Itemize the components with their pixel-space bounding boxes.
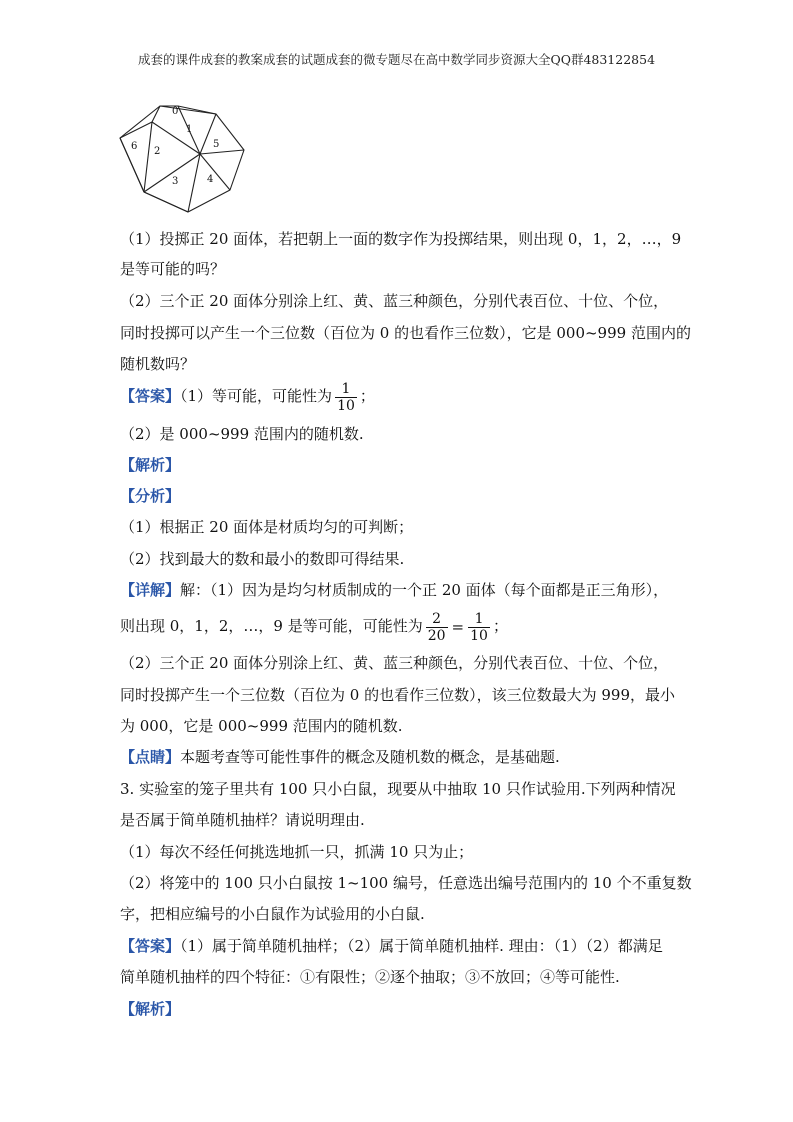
q3-analysis-tag: 【解析】 [120,1000,181,1018]
face-label-2: 2 [154,146,161,157]
fraction-one-tenth [335,381,357,414]
q2-part2-line3: 随机数吗？ [120,355,196,373]
q3-part2-line1: （2）将笼中的 100 只小白鼠按 1~100 编号，任意选出编号范围内的 10 个不重复数 [120,874,692,892]
q2-detail-line1 [120,580,668,600]
fraction-numerator: 1 [335,381,357,398]
icosahedron-figure [116,100,250,214]
face-label-0: 0 [172,106,179,117]
answer1-text: （1）等可能，可能性为 [180,387,333,405]
detail1-end: ； [492,617,508,635]
q2-fenxi-tag: 【分析】 [120,487,181,505]
q3-stem-line2: 是否属于简单随机抽样？请说明理由. [120,811,365,829]
comment-tag: 【点睛】 [120,748,181,766]
q2-part1-line2: 是等可能的吗？ [120,260,226,278]
icosahedron-outline [120,106,244,212]
answer1-end: ； [359,387,375,405]
q3-answer-line1 [120,936,663,956]
q2-part1-line1: （1）投掷正 20 面体，若把朝上一面的数字作为投掷结果，则出现 0，1，2，…，9 [120,230,682,248]
q2-part2-line2: 同时投掷可以产生一个三位数（百位为 0 的也看作三位数），它是 000~999 范围内的 [120,324,691,342]
q2-fenxi-line1: （1）根据正 20 面体是材质均匀的可判断； [120,518,414,536]
face-label-1: 1 [186,124,193,135]
face-label-6: 6 [131,141,138,152]
fraction-denominator: 10 [470,627,488,644]
answer-tag: 【答案】 [120,387,181,405]
page-header: 成套的课件成套的教案成套的试题成套的微专题尽在高中数学同步资源大全QQ群483122854 [137,52,656,67]
q3-answer-text: （1）属于简单随机抽样；（2）属于简单随机抽样. 理由：（1）（2）都满足 [180,937,663,955]
q3-stem-line1: 3. 实验室的笼子里共有 100 只小白鼠，现要从中抽取 10 只作试验用.下列两种情况 [120,780,676,798]
face-label-5: 5 [213,139,220,150]
q2-analysis-tag: 【解析】 [120,456,181,474]
q2-detail-line2 [120,606,508,647]
q2-answer-line1 [120,378,375,414]
q3-part1-line: （1）每次不经任何挑选地抓一只，抓满 10 只为止； [120,843,474,861]
detail1-text: 解：（1）因为是均匀材质制成的一个正 20 面体（每个面都是正三角形）， [180,581,669,599]
face-label-4: 4 [207,174,214,185]
fraction-numerator: 1 [468,611,490,628]
q2-detail-line3: （2）三个正 20 面体分别涂上红、黄、蓝三种颜色，分别代表百位、十位、个位， [120,654,669,672]
fraction-numerator: 2 [426,611,448,628]
detail-tag: 【详解】 [120,581,181,599]
fraction-denominator: 20 [427,627,446,644]
q2-fenxi-line2: （2）找到最大的数和最小的数即可得结果. [120,550,405,568]
inner-edges [120,106,244,154]
q3-part2-line2: 字，把相应编号的小白鼠作为试验用的小白鼠. [120,905,425,923]
fraction-one-tenth-2 [468,611,490,644]
q3-answer-line2: 简单随机抽样的四个特征：①有限性；②逐个抽取；③不放回；④等可能性. [120,968,620,986]
detail1-text-b: 则出现 0，1，2，…，9 是等可能，可能性为 [120,617,423,635]
q2-comment-line [120,747,560,767]
q2-detail-line5: 为 000，它是 000~999 范围内的随机数. [120,717,403,735]
fraction-two-twentieths [426,611,448,644]
q2-detail-line4: 同时投掷产生一个三位数（百位为 0 的也看作三位数），该三位数最大为 999，最小 [120,686,675,704]
q2-part2-line1: （2）三个正 20 面体分别涂上红、黄、蓝三种颜色，分别代表百位、十位、个位， [120,292,669,310]
comment-text: 本题考查等可能性事件的概念及随机数的概念，是基础题. [180,748,560,766]
q2-answer-line2: （2）是 000~999 范围内的随机数. [120,425,364,443]
face-label-3: 3 [172,176,179,187]
equals-sign: = [451,618,465,636]
fraction-denominator: 10 [337,397,355,414]
q3-answer-tag: 【答案】 [120,937,181,955]
